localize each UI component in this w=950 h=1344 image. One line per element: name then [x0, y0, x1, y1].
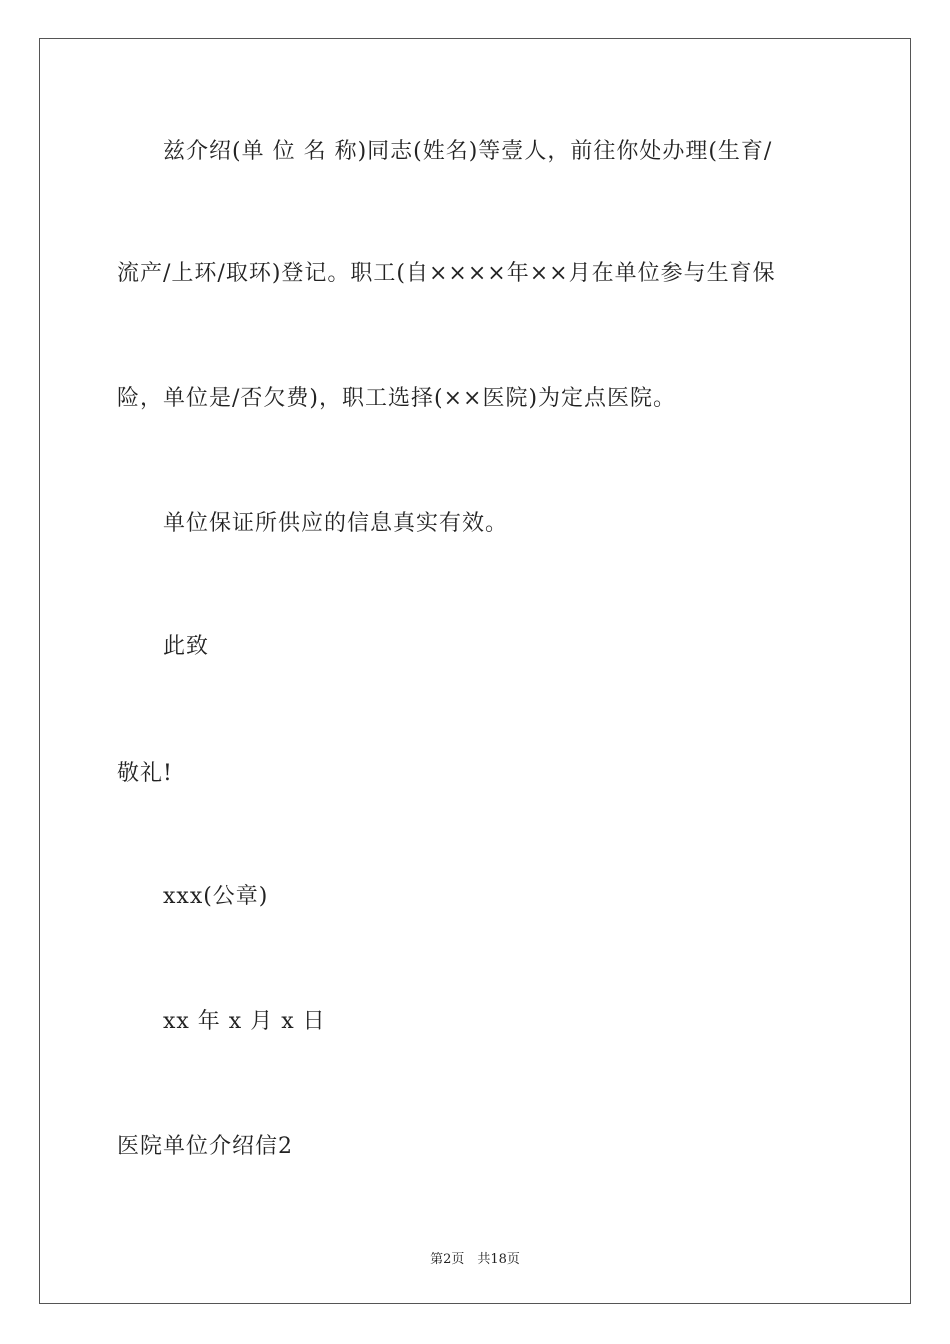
paragraph-1-line-1: 兹介绍(单 位 名 称)同志(姓名)等壹人，前往你处办理(生育/	[163, 139, 773, 164]
page-footer: 第2页 共18页	[430, 1252, 520, 1267]
signature-seal: xxx(公章)	[163, 884, 269, 909]
closing-salutation: 此致	[163, 634, 210, 659]
paragraph-1-line-2: 流产/上环/取环)登记。职工(自××××年××月在单位参与生育保	[117, 261, 776, 286]
paragraph-1-line-3: 险，单位是/否欠费)，职工选择(××医院)为定点医院。	[117, 386, 677, 411]
page-frame	[39, 38, 911, 1304]
paragraph-2: 单位保证所供应的信息真实有效。	[163, 511, 509, 536]
date-line: xx 年 x 月 x 日	[163, 1009, 326, 1034]
next-letter-title: 医院单位介绍信2	[117, 1134, 293, 1159]
closing-regards: 敬礼!	[117, 761, 173, 786]
